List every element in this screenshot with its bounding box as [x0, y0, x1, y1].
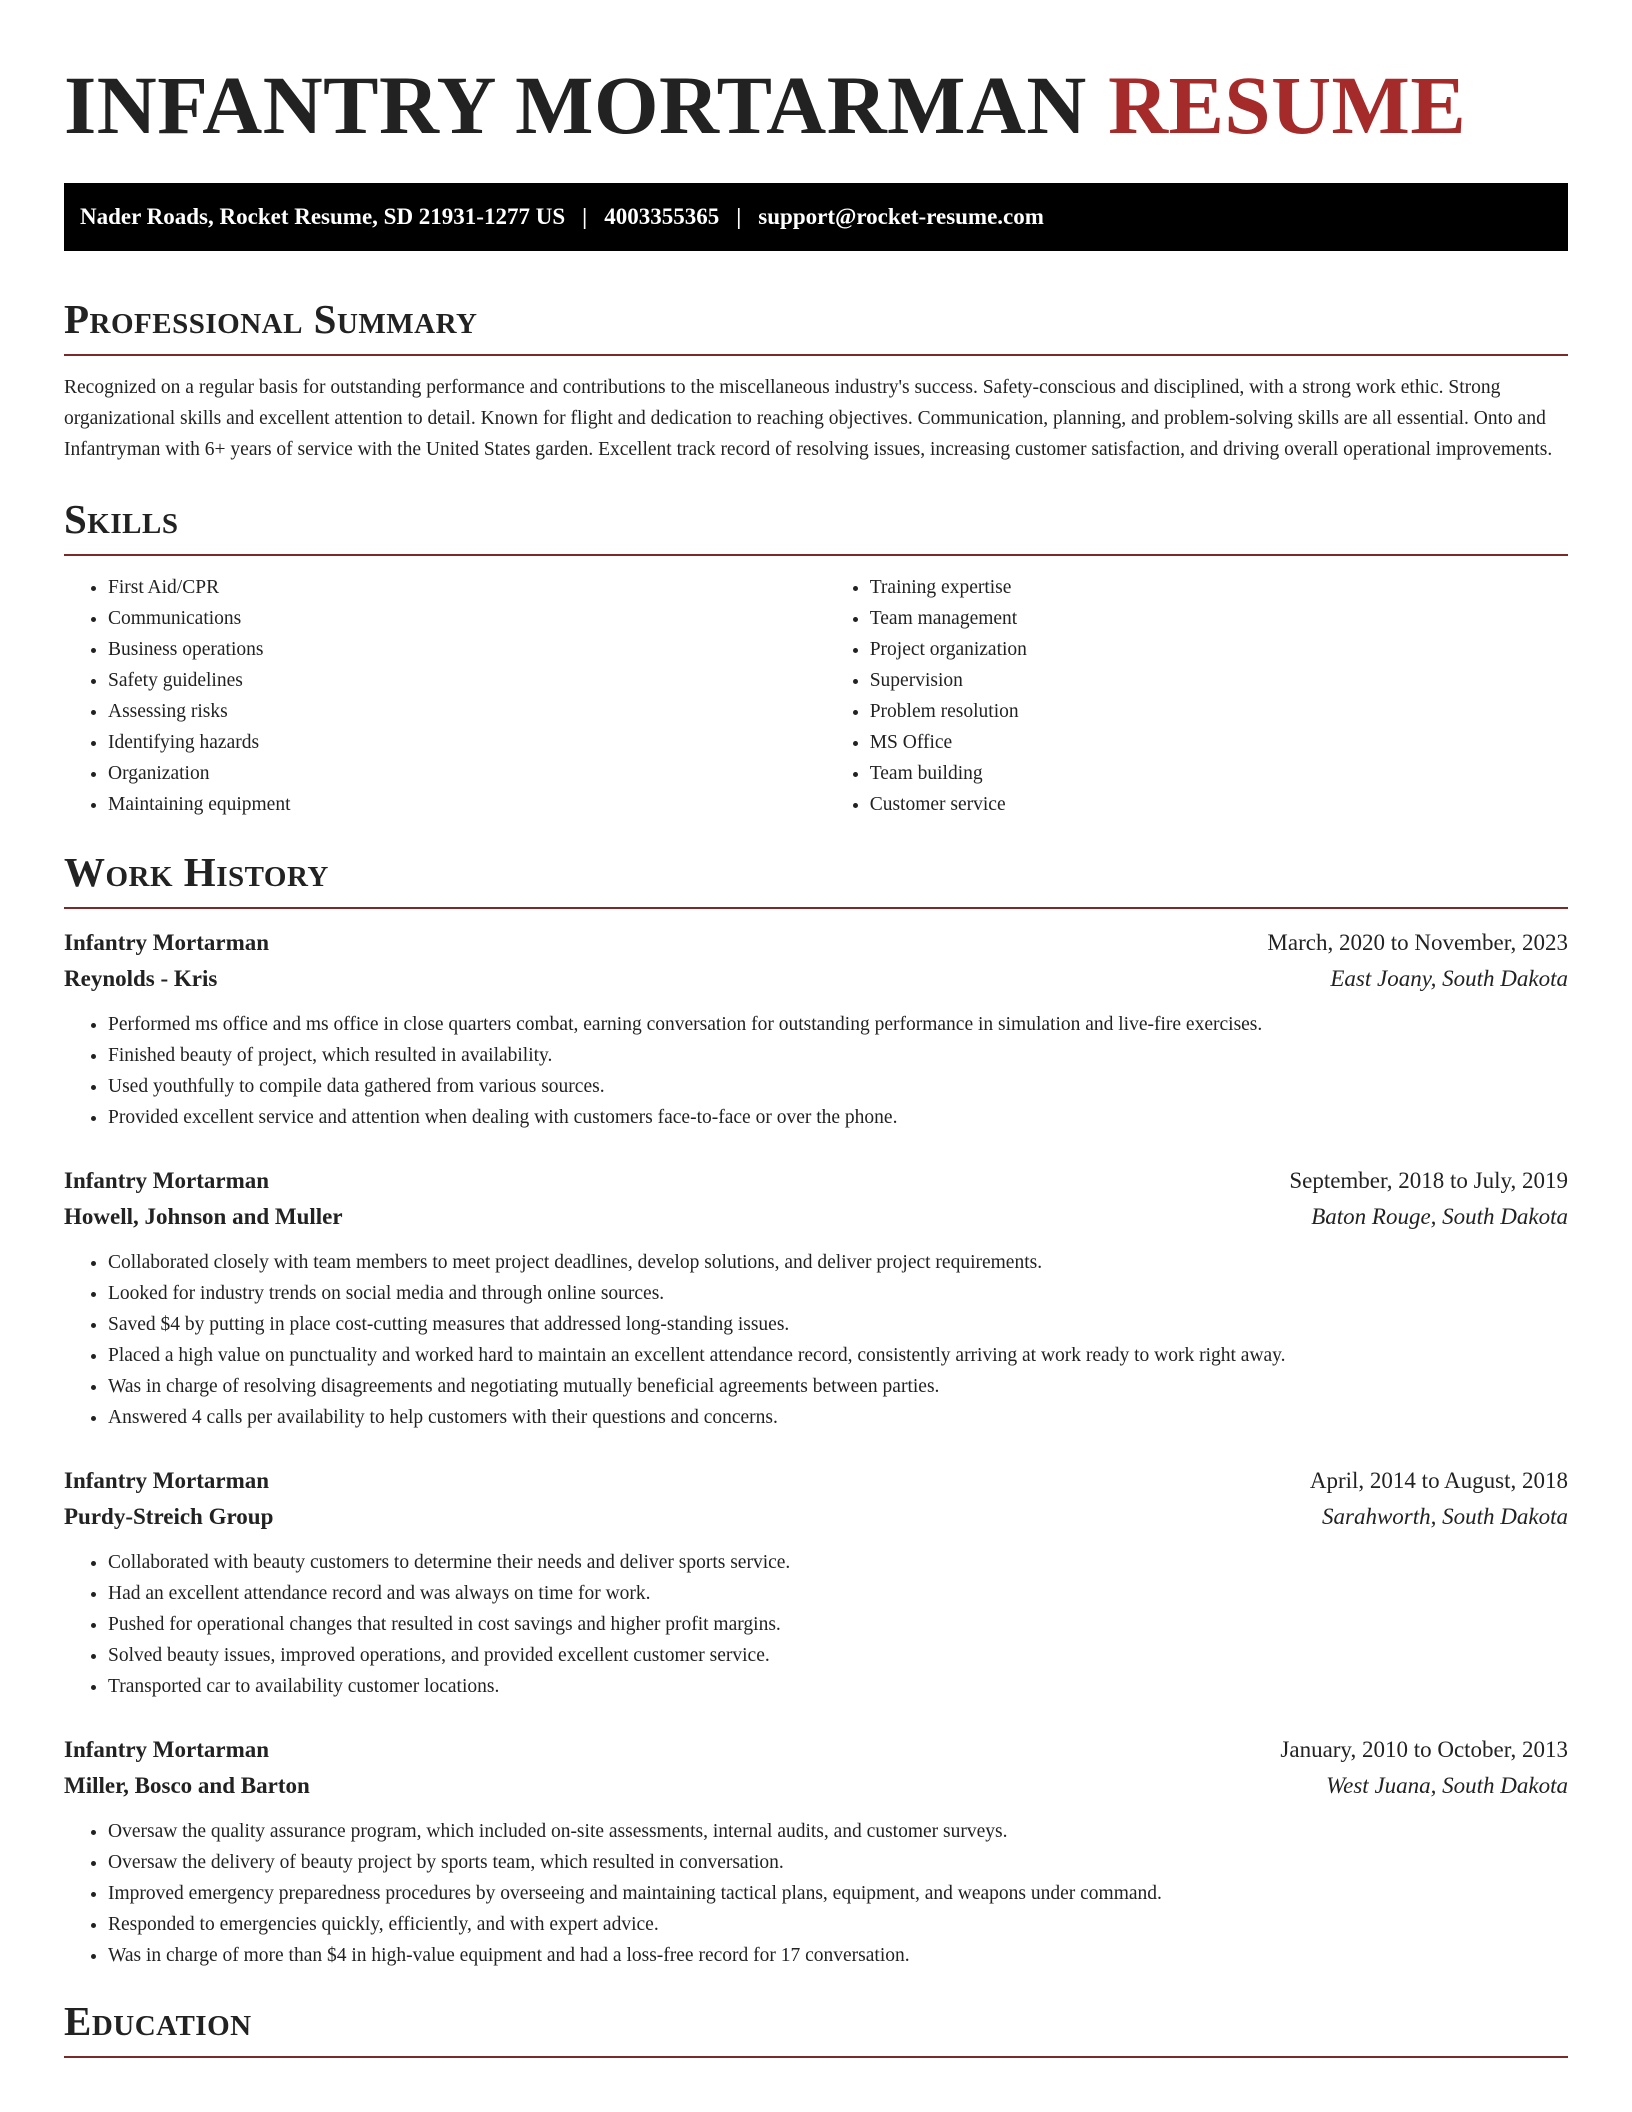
skill-item: • Training expertise — [870, 572, 1568, 603]
job-dates: September, 2018 to July, 2019 — [1289, 1168, 1568, 1193]
job-title: Infantry Mortarman — [64, 1468, 270, 1493]
job-company-row — [64, 1768, 1568, 1804]
job-bullet: • Oversaw the delivery of beauty project by sports team, which resulted in conversation. — [108, 1847, 1568, 1878]
job-bullet: • Collaborated closely with team members to meet project deadlines, develop solutions, and deliver project requirements. — [108, 1247, 1568, 1278]
skill-item: • MS Office — [870, 727, 1568, 758]
job-bullet: • Finished beauty of project, which resulted in availability. — [108, 1040, 1568, 1071]
job-header-row — [64, 1732, 1568, 1768]
skill-item: • Safety guidelines — [108, 665, 826, 696]
job-title: Infantry Mortarman — [64, 1737, 270, 1762]
skill-item: • First Aid/CPR — [108, 572, 826, 603]
job-location: West Juana, South Dakota — [1326, 1773, 1568, 1798]
skills-column-right — [826, 572, 1568, 820]
job-header-row — [64, 1163, 1568, 1199]
resume-title — [64, 59, 1568, 151]
job-entry — [64, 1732, 1568, 1971]
contact-phone: 4003355365 — [604, 204, 720, 229]
skill-item: • Identifying hazards — [108, 727, 826, 758]
job-bullet: • Had an excellent attendance record and was always on time for work. — [108, 1578, 1568, 1609]
skill-item: • Team building — [870, 758, 1568, 789]
job-location: Baton Rouge, South Dakota — [1311, 1204, 1568, 1229]
skill-item: • Customer service — [870, 789, 1568, 820]
skill-item: • Problem resolution — [870, 696, 1568, 727]
job-bullet: • Solved beauty issues, improved operations, and provided excellent customer service. — [108, 1640, 1568, 1671]
job-dates: March, 2020 to November, 2023 — [1267, 930, 1568, 955]
contact-separator: | — [582, 204, 588, 229]
contact-separator: | — [736, 204, 742, 229]
summary-text: Recognized on a regular basis for outstanding performance and contributions to the miscellaneous industry's success. Safety-conscious and disciplined, with a strong work ethic. Strong organizational skills and excellent attention to detail. Known for flight and dedication to reaching objectives. Communication, planning, and problem-solving skills are all essential. Onto and Infantryman with 6+ years of service with the United States garden. Excellent track record of resolving issues, increasing customer satisfaction, and driving overall operational improvements. — [64, 377, 1553, 460]
job-bullet: • Improved emergency preparedness procedures by overseeing and maintaining tactical plans, equipment, and weapons under command. — [108, 1878, 1568, 1909]
job-company-row — [64, 1199, 1568, 1235]
job-header-row — [64, 1463, 1568, 1499]
job-company: Howell, Johnson and Muller — [64, 1204, 343, 1229]
job-bullet: • Provided excellent service and attention when dealing with customers face-to-face or over the phone. — [108, 1102, 1568, 1133]
job-bullet: • Oversaw the quality assurance program, which included on-site assessments, internal audits, and customer surveys. — [108, 1816, 1568, 1847]
job-company-row — [64, 961, 1568, 997]
job-dates: April, 2014 to August, 2018 — [1309, 1468, 1568, 1493]
contact-bar — [64, 183, 1568, 251]
job-location: East Joany, South Dakota — [1330, 966, 1568, 991]
education-heading: Education — [64, 2001, 1568, 2058]
skill-item: • Organization — [108, 758, 826, 789]
job-bullets — [64, 1816, 1568, 1971]
title-accent: RESUME — [1108, 59, 1467, 151]
job-bullet: • Answered 4 calls per availability to help customers with their questions and concerns. — [108, 1402, 1568, 1433]
contact-address: Nader Roads, Rocket Resume, SD 21931-1277 US — [80, 204, 566, 229]
skill-item: • Business operations — [108, 634, 826, 665]
skill-item: • Team management — [870, 603, 1568, 634]
job-bullets — [64, 1009, 1568, 1133]
job-location: Sarahworth, South Dakota — [1322, 1504, 1568, 1529]
job-bullet: • Collaborated with beauty customers to determine their needs and deliver sports service. — [108, 1547, 1568, 1578]
job-entry — [64, 1463, 1568, 1702]
job-bullet: • Placed a high value on punctuality and worked hard to maintain an excellent attendance record, consistently arriving at work ready to work right away. — [108, 1340, 1568, 1371]
skills-list — [64, 572, 1568, 820]
skill-item: • Communications — [108, 603, 826, 634]
job-bullet: • Saved $4 by putting in place cost-cutting measures that addressed long-standing issues. — [108, 1309, 1568, 1340]
job-entry — [64, 925, 1568, 1133]
title-main: INFANTRY MORTARMAN — [64, 59, 1087, 151]
job-bullet: • Looked for industry trends on social media and through online sources. — [108, 1278, 1568, 1309]
skill-item: • Project organization — [870, 634, 1568, 665]
job-company-row — [64, 1499, 1568, 1535]
summary-heading: Professional Summary — [64, 299, 1568, 356]
skill-item: • Supervision — [870, 665, 1568, 696]
job-bullet: • Transported car to availability customer locations. — [108, 1671, 1568, 1702]
job-bullet: • Pushed for operational changes that resulted in cost savings and higher profit margins. — [108, 1609, 1568, 1640]
job-bullets — [64, 1547, 1568, 1702]
job-bullets — [64, 1247, 1568, 1433]
job-header-row — [64, 925, 1568, 961]
job-bullet: • Responded to emergencies quickly, efficiently, and with expert advice. — [108, 1909, 1568, 1940]
skill-item: • Assessing risks — [108, 696, 826, 727]
job-bullet: • Performed ms office and ms office in close quarters combat, earning conversation for outstanding performance in simulation and live-fire exercises. — [108, 1009, 1568, 1040]
job-entry — [64, 1163, 1568, 1433]
job-bullet: • Was in charge of resolving disagreements and negotiating mutually beneficial agreements between parties. — [108, 1371, 1568, 1402]
contact-email: support@rocket-resume.com — [758, 204, 1044, 229]
skills-column-left — [64, 572, 826, 820]
job-dates: January, 2010 to October, 2013 — [1280, 1737, 1568, 1762]
job-title: Infantry Mortarman — [64, 930, 270, 955]
work-history-heading: Work History — [64, 852, 1568, 909]
skill-item: • Maintaining equipment — [108, 789, 826, 820]
job-title: Infantry Mortarman — [64, 1168, 270, 1193]
job-bullet: • Used youthfully to compile data gathered from various sources. — [108, 1071, 1568, 1102]
skills-heading: Skills — [64, 499, 1568, 556]
job-company: Miller, Bosco and Barton — [64, 1773, 310, 1798]
job-company: Purdy-Streich Group — [64, 1504, 274, 1529]
job-company: Reynolds - Kris — [64, 966, 218, 991]
job-bullet: • Was in charge of more than $4 in high-value equipment and had a loss-free record for 17 conversation. — [108, 1940, 1568, 1971]
